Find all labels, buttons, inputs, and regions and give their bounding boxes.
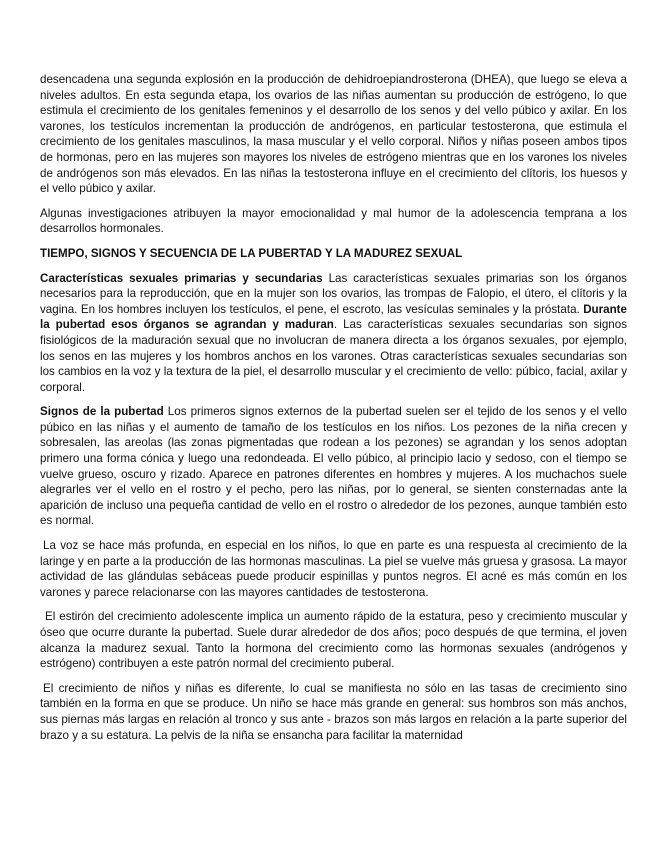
paragraph-voice-skin: La voz se hace más profunda, en especial en los niños, lo que en parte es una respuesta al crecimiento de la laringe y en parte a la producción de las hormonas masculinas. La piel se vuelve más gruesa y grasosa. La mayor actividad de las glándulas sebáceas puede producir espinillas y puntos negros. El acné es más común en los varones y parece relacionarse con las mayores cantidades de testosterona. xyxy=(40,539,627,599)
term-primary-secondary: Características sexuales primarias y secundarias xyxy=(40,271,323,285)
section-heading: TIEMPO, SIGNOS Y SECUENCIA DE LA PUBERTAD Y LA MADUREZ SEXUAL xyxy=(40,246,463,260)
term-signs-puberty: Signos de la pubertad xyxy=(40,405,164,419)
emphasis-organs-mature: Durante la pubertad esos órganos se agrandan y maduran xyxy=(40,302,627,332)
paragraph-signs-puberty: Signos de la pubertad Los primeros signos externos de la pubertad suelen ser el tejido de los senos y el vello púbico en las niñas y el aumento de tamaño de los testículos en los niños. Los pezones de la niña crecen y sobresalen, las areolas (las zonas pigmentadas que rodean a los pezones) se agrandan y los senos adoptan primero una forma cónica y luego una redondeada. El vello púbico, al principio lacio y sedoso, con el tiempo se vuelve grueso, oscuro y rizado. Aparece en patrones diferentes en hombres y mujeres. A los muchachos suele alegrarles ver el vello en el rostro y el pecho, pero las niñas, por lo general, se sienten consternadas ante la aparición de incluso una pequeña cantidad de vello en el rostro o alrededor de los pezones, aunque también esto es normal. xyxy=(40,405,628,528)
paragraph-growth-spurt: El estirón del crecimiento adolescente implica un aumento rápido de la estatura, peso y crecimiento muscular y óseo que ocurre durante la pubertad. Suele durar alrededor de dos años; poco después de que termina, el joven alcanza la madurez sexual. Tanto la hormona del crecimiento como las hormonas sexuales (andrógenos y estrógeno) contribuyen a este patrón normal del crecimiento puberal. xyxy=(40,610,627,671)
paragraph-sexual-characteristics: Características sexuales primarias y secundarias Las características sexuales primarias son los órganos necesarios para la reproducción, que en la mujer son los ovarios, las trompas de Falopio, el útero, el clítoris y la vagina. En los hombres incluyen los testículos, el pene, el escroto, las vesículas seminales y la próstata. Durante la pubertad esos órganos se agrandan y maduran. Las características sexuales secundarias son signos fisiológicos de la maduración sexual que no involucran de manera directa a los órganos sexuales, por ejemplo, los senos en las mujeres y los hombros anchos en los varones. Otras características sexuales secundarias son los cambios en la voz y la textura de la piel, el desarrollo muscular y el crecimiento de vello: púbico, facial, axilar y corporal. xyxy=(40,271,627,394)
document-page xyxy=(40,72,627,752)
paragraph-growth-differences: El crecimiento de niños y niñas es diferente, lo cual se manifiesta no sólo en las tasas de crecimiento sino también en la forma en que se produce. Un niño se hace más grande en general: sus hombros son más anchos, sus piernas más largas en relación al tronco y sus ante - brazos son más largos en relación a la parte superior del brazo y a su estatura. La pelvis de la niña se ensancha para facilitar la maternidad xyxy=(40,681,627,742)
paragraph-emotionality: Algunas investigaciones atribuyen la mayor emocionalidad y mal humor de la adolescencia temprana a los desarrollos hormonales. xyxy=(40,206,627,236)
paragraph-hormones: desencadena una segunda explosión en la producción de dehidroepiandrosterona (DHEA), que luego se eleva a niveles adultos. En esta segunda etapa, los ovarios de las niñas aumentan su producción de estrógeno, lo que estimula el crecimiento de los genitales femeninos y el desarrollo de los senos y del vello púbico y axilar. En los varones, los testículos incrementan la producción de andrógenos, en particular testosterona, que estimula el crecimiento de los genitales masculinos, la masa muscular y el vello corporal. Niños y niñas poseen ambos tipos de hormonas, pero en las mujeres son mayores los niveles de estrógeno mientras que en los varones los niveles de andrógenos son más elevados. En las niñas la testosterona influye en el crecimiento del clítoris, los huesos y el vello púbico y axilar. xyxy=(40,73,627,196)
